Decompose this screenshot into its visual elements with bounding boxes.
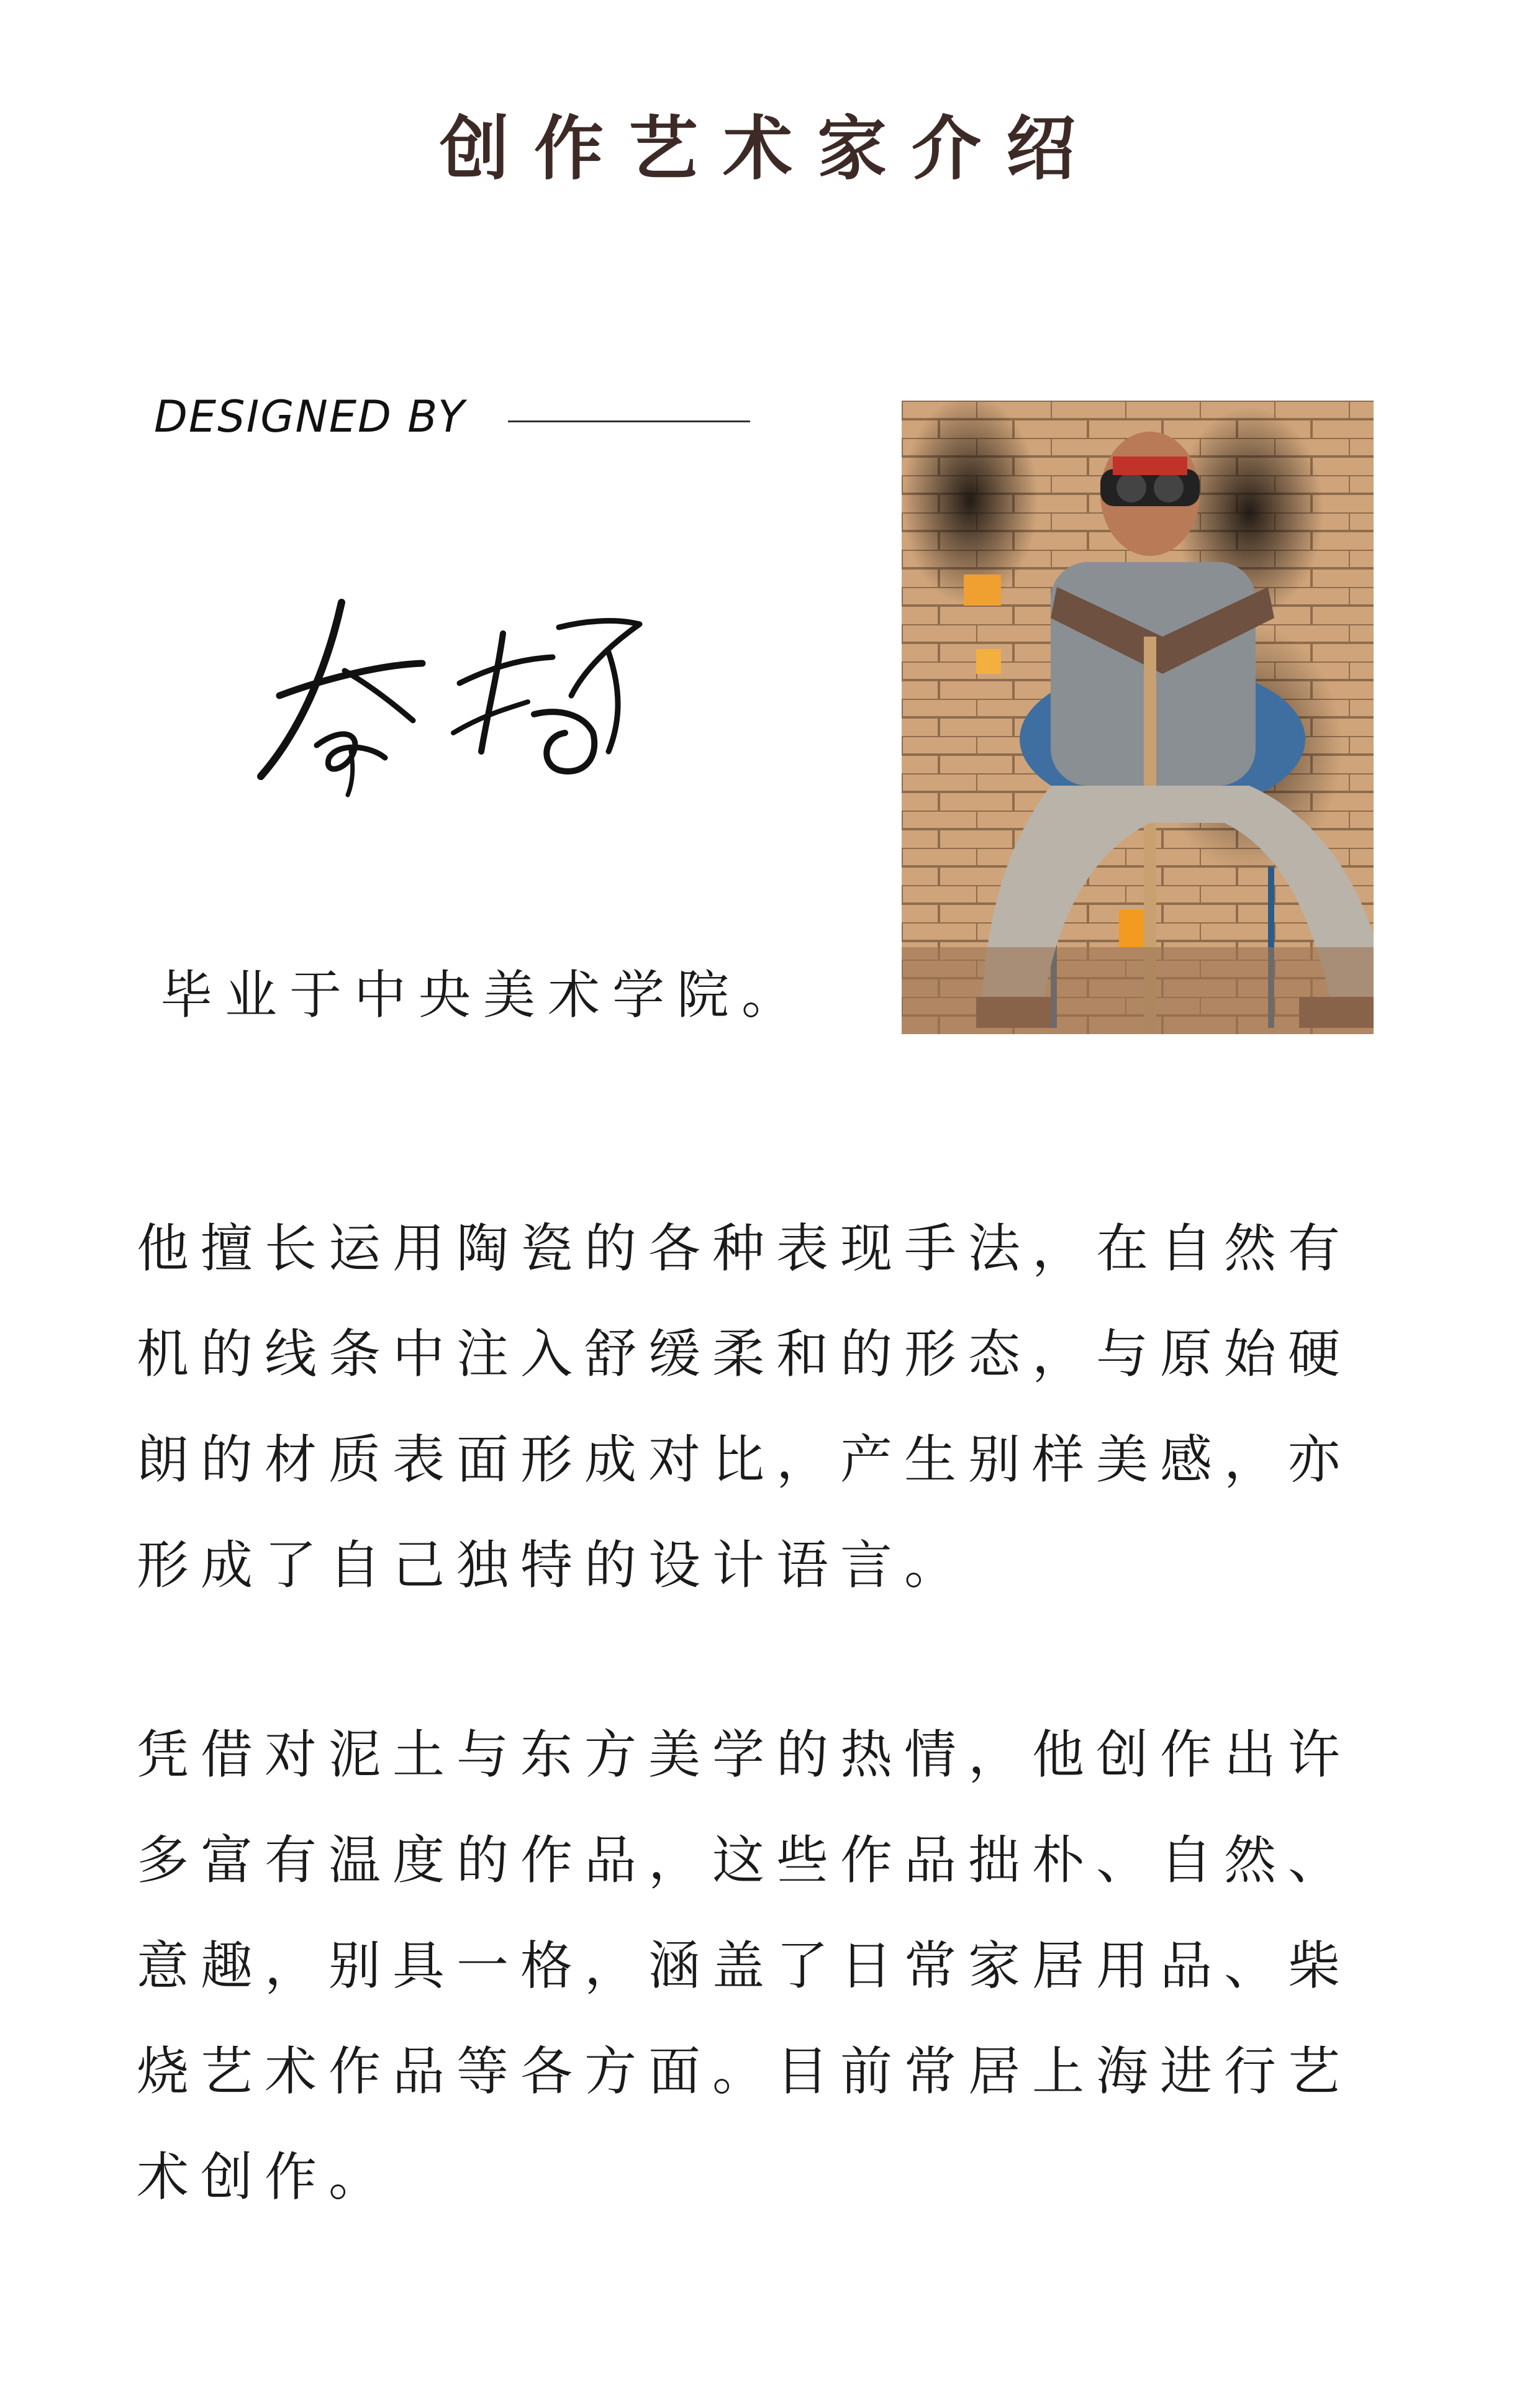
divider-line [508, 420, 750, 422]
artist-portrait [902, 401, 1374, 1034]
designed-by-label: DESIGNED BY [154, 391, 466, 442]
bio-paragraph-1: 他擅长运用陶瓷的各种表现手法，在自然有机的线条中注入舒缓柔和的形态，与原始硬朗的材质表面形成对比，产生别样美感，亦形成了自己独特的设计语言。 [137, 1218, 1352, 1596]
bio-paragraph-2: 凭借对泥土与东方美学的热情，他创作出许多富有温度的作品，这些作品拙朴、自然、意趣，别具一格，涵盖了日常家居用品、柴烧艺术作品等各方面。目前常居上海进行艺术创作。 [137, 1724, 1352, 2207]
page-title: 创作艺术家介绍 [440, 108, 1100, 189]
education-text: 毕业于中央美术学院。 [160, 965, 807, 1025]
artist-signature [236, 590, 683, 801]
